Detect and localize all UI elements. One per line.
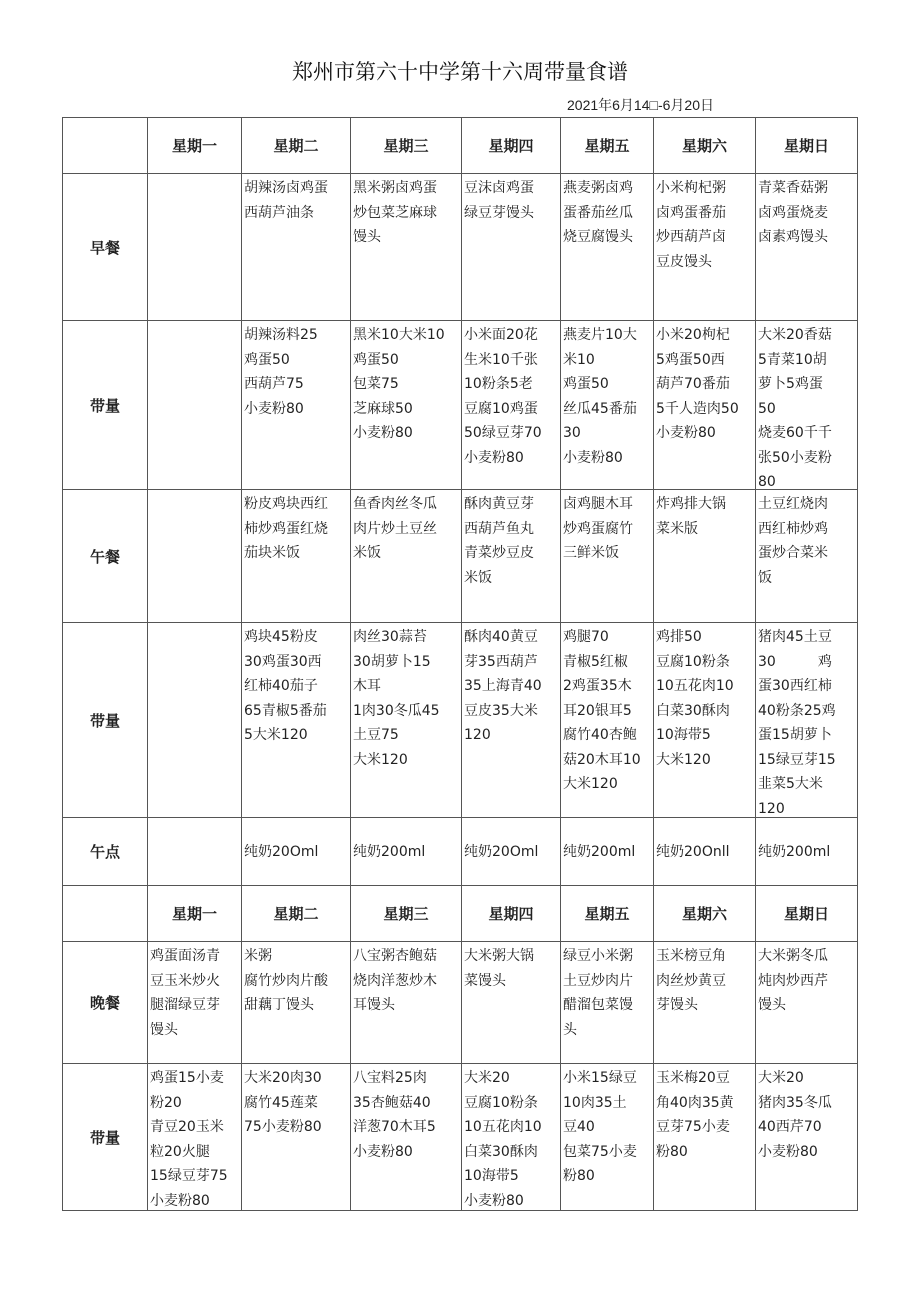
menu-cell (351, 490, 462, 623)
menu-cell (561, 321, 654, 490)
menu-cell (654, 490, 756, 623)
menu-cell (242, 1064, 351, 1211)
day-header: 星期五 (561, 118, 654, 174)
menu-cell-text: 燕麦粥卤鸡 蛋番茄丝瓜 烧豆腐馒头 (563, 180, 633, 245)
menu-cell-text: 纯奶200ml (563, 844, 636, 861)
day-header: 星期二 (242, 118, 351, 174)
menu-cell (351, 174, 462, 321)
day-header: 星期三 (351, 118, 462, 174)
menu-cell (561, 174, 654, 321)
menu-cell-text: 土豆红烧肉 西红柿炒鸡 蛋炒合菜米 饭 (758, 496, 828, 586)
menu-cell (756, 942, 858, 1064)
menu-cell (242, 174, 351, 321)
menu-cell-text: 米粥 腐竹炒肉片酸 甜藕丁馒头 (244, 948, 328, 1013)
menu-cell (654, 818, 756, 886)
menu-cell (561, 818, 654, 886)
menu-cell (561, 1064, 654, 1211)
menu-cell (756, 818, 858, 886)
menu-cell-text: 酥肉40黄豆 芽35西葫芦 35上海青40 豆皮35大米 120 (464, 629, 542, 743)
menu-cell (351, 818, 462, 886)
menu-cell-text: 纯奶20Oml (244, 844, 319, 861)
row-label: 晚餐 (63, 942, 148, 1064)
menu-cell (654, 1064, 756, 1211)
menu-cell (756, 174, 858, 321)
menu-cell-text: 纯奶20Oml (464, 844, 539, 861)
dinner-row (63, 942, 858, 1064)
menu-cell-text: 纯奶200ml (758, 844, 831, 861)
menu-cell (462, 1064, 561, 1211)
day-header: 星期四 (462, 118, 561, 174)
menu-cell (242, 818, 351, 886)
menu-cell-text: 鸡块45粉皮 30鸡蛋30西 红柿40茄子 65青椒5番茄 5大米120 (244, 629, 327, 743)
date-range: 2021年6月14□-6月20日 (567, 97, 714, 113)
menu-cell (561, 942, 654, 1064)
breakfast-row (63, 174, 858, 321)
menu-cell-text: 大米20 猪肉35冬瓜 40西芹70 小麦粉80 (758, 1070, 832, 1160)
snack-row (63, 818, 858, 886)
dinner-amount-row (63, 1064, 858, 1211)
menu-cell (148, 818, 242, 886)
day-header: 星期四 (462, 886, 561, 942)
day-header: 星期六 (654, 886, 756, 942)
menu-cell-text: 黑米10大米10 鸡蛋50 包菜75 芝麻球50 小麦粉80 (353, 327, 445, 441)
menu-cell-text: 大米20香菇 5青菜10胡 萝卜5鸡蛋 50 烧麦60千千 张50小麦粉 80 (758, 327, 832, 489)
menu-cell-text: 鱼香肉丝冬瓜 肉片炒土豆丝 米饭 (353, 496, 437, 561)
menu-cell-text: 纯奶20Onll (656, 844, 730, 861)
menu-cell (351, 623, 462, 818)
menu-cell-text: 燕麦片10大 米10 鸡蛋50 丝瓜45番茄 30 小麦粉80 (563, 327, 637, 466)
page-title: 郑州市第六十中学第十六周带量食谱 (292, 60, 628, 84)
menu-cell-text: 卤鸡腿木耳 炒鸡蛋腐竹 三鲜米饭 (563, 496, 633, 561)
menu-cell (756, 623, 858, 818)
day-header: 星期五 (561, 886, 654, 942)
menu-cell (148, 490, 242, 623)
menu-cell-text (148, 321, 241, 489)
menu-cell (654, 174, 756, 321)
menu-cell-text: 绿豆小米粥 土豆炒肉片 醋溜包菜馒 头 (563, 948, 633, 1038)
menu-cell-text: 大米20肉30 腐竹45莲菜 75小麦粉80 (244, 1070, 322, 1135)
menu-cell-text: 玉米梅20豆 角40肉35黄 豆芽75小麦 粉80 (656, 1070, 734, 1160)
menu-cell-text: 胡辣汤卤鸡蛋 西葫芦油条 (244, 180, 328, 221)
row-label (63, 886, 148, 942)
lunch-amount-row (63, 623, 858, 818)
menu-cell-text: 鸡蛋15小麦 粉20 青豆20玉米 粒20火腿 15绿豆芽75 小麦粉80 (150, 1070, 228, 1209)
menu-cell (462, 321, 561, 490)
menu-cell-text: 炸鸡排大锅 菜米版 (656, 496, 726, 537)
menu-cell (462, 623, 561, 818)
row-label: 早餐 (63, 174, 148, 321)
menu-cell-text (148, 851, 241, 853)
menu-cell-text: 酥肉黄豆芽 西葫芦鱼丸 青菜炒豆皮 米饭 (464, 496, 534, 586)
menu-cell (242, 321, 351, 490)
menu-cell (462, 942, 561, 1064)
menu-cell-text: 大米粥冬瓜 炖肉炒西芹 馒头 (758, 948, 828, 1013)
day-header: 星期六 (654, 118, 756, 174)
menu-cell (148, 174, 242, 321)
menu-cell-text: 小米面20花 生米10千张 10粉条5老 豆腐10鸡蛋 50绿豆芽70 小麦粉80 (464, 327, 542, 466)
day-header: 星期一 (148, 118, 242, 174)
day-header: 星期一 (148, 886, 242, 942)
menu-cell (242, 942, 351, 1064)
menu-cell-text: 肉丝30蒜苔 30胡萝卜15 木耳 1肉30冬瓜45 土豆75 大米120 (353, 629, 440, 768)
menu-cell (351, 942, 462, 1064)
row-label: 午点 (63, 818, 148, 886)
menu-cell (148, 1064, 242, 1211)
menu-cell (462, 818, 561, 886)
menu-cell-text: 玉米榜豆角 肉丝炒黄豆 芽馒头 (656, 948, 726, 1013)
menu-cell (242, 623, 351, 818)
menu-cell (756, 490, 858, 623)
row-label: 带量 (63, 623, 148, 818)
menu-cell-text: 纯奶200ml (353, 844, 426, 861)
menu-cell-text: 小米15绿豆 10肉35土 豆40 包菜75小麦 粉80 (563, 1070, 637, 1184)
menu-cell-text (148, 174, 241, 320)
menu-cell (561, 490, 654, 623)
menu-cell-text (148, 490, 241, 622)
menu-cell-text: 八宝粥杏鲍菇 烧肉洋葱炒木 耳馒头 (353, 948, 437, 1013)
day-header: 星期日 (756, 886, 858, 942)
menu-cell-text: 猪肉45土豆 30 鸡 蛋30西红柿 40粉条25鸡 蛋15胡萝卜 15绿豆芽15 韭菜5大米 120 (758, 629, 836, 817)
breakfast-amount-row (63, 321, 858, 490)
row-label: 午餐 (63, 490, 148, 623)
row-label (63, 118, 148, 174)
menu-cell (148, 321, 242, 490)
menu-cell (756, 1064, 858, 1211)
menu-cell-text: 鸡蛋面汤青 豆玉米炒火 腿溜绿豆芽 馒头 (150, 948, 220, 1038)
menu-cell-text (148, 623, 241, 817)
menu-cell-text: 青菜香菇粥 卤鸡蛋烧麦 卤素鸡馒头 (758, 180, 828, 245)
header-row (63, 118, 858, 174)
menu-cell (756, 321, 858, 490)
menu-cell-text: 大米20 豆腐10粉条 10五花肉10 白菜30酥肉 10海带5 小麦粉80 (464, 1070, 542, 1209)
row-label: 带量 (63, 1064, 148, 1211)
day-header: 星期二 (242, 886, 351, 942)
menu-cell (654, 942, 756, 1064)
menu-cell (242, 490, 351, 623)
menu-cell (148, 942, 242, 1064)
lunch-row (63, 490, 858, 623)
menu-cell (654, 623, 756, 818)
menu-cell-text: 豆沫卤鸡蛋 绿豆芽馒头 (464, 180, 534, 221)
menu-cell (462, 174, 561, 321)
menu-cell-text: 小米枸杞粥 卤鸡蛋番茄 炒西葫芦卤 豆皮馒头 (656, 180, 726, 270)
menu-cell-text: 大米粥大锅 菜馒头 (464, 948, 534, 989)
menu-cell (148, 623, 242, 818)
header-row (63, 886, 858, 942)
menu-cell (654, 321, 756, 490)
menu-cell (351, 1064, 462, 1211)
day-header: 星期日 (756, 118, 858, 174)
menu-cell-text: 粉皮鸡块西红 柿炒鸡蛋红烧 茄块米饭 (244, 496, 328, 561)
menu-cell (462, 490, 561, 623)
menu-cell-text: 鸡腿70 青椒5红椒 2鸡蛋35木 耳20银耳5 腐竹40杏鲍 菇20木耳10 大米120 (563, 629, 641, 792)
menu-cell-text: 黑米粥卤鸡蛋 炒包菜芝麻球 馒头 (353, 180, 437, 245)
menu-table (62, 117, 858, 1211)
row-label: 带量 (63, 321, 148, 490)
menu-cell (351, 321, 462, 490)
menu-cell-text: 胡辣汤料25 鸡蛋50 西葫芦75 小麦粉80 (244, 327, 318, 417)
menu-cell-text: 八宝料25肉 35杏鲍菇40 洋葱70木耳5 小麦粉80 (353, 1070, 436, 1160)
menu-cell (561, 623, 654, 818)
day-header: 星期三 (351, 886, 462, 942)
menu-cell-text: 小米20枸杞 5鸡蛋50西 葫芦70番茄 5千人造肉50 小麦粉80 (656, 327, 739, 441)
menu-cell-text: 鸡排50 豆腐10粉条 10五花肉10 白菜30酥肉 10海带5 大米120 (656, 629, 734, 768)
